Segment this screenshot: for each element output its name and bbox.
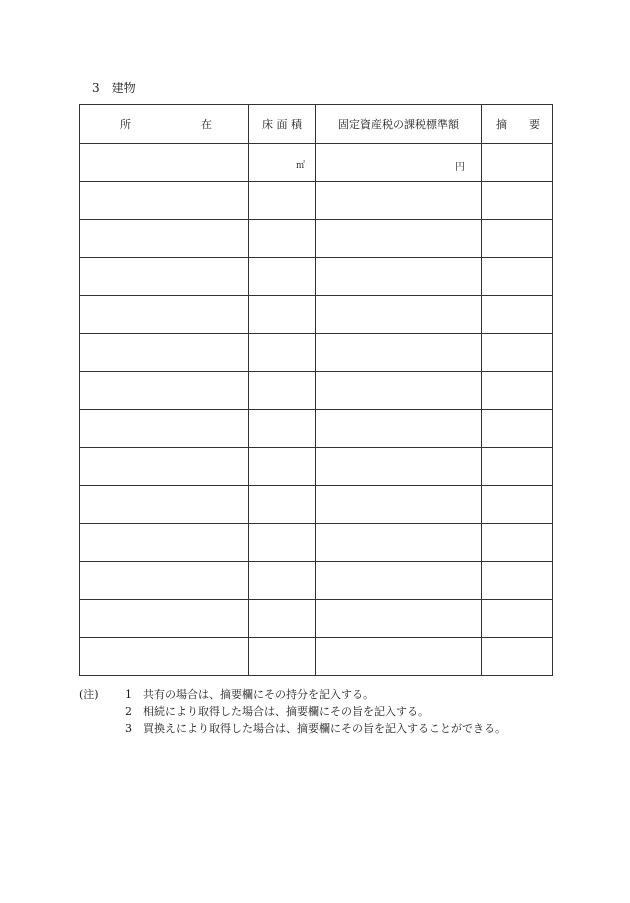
cell-location[interactable] bbox=[80, 410, 249, 448]
cell-floor-area[interactable] bbox=[249, 372, 316, 410]
cell-floor-area[interactable] bbox=[249, 410, 316, 448]
cell-location[interactable] bbox=[80, 562, 249, 600]
note-line-1 bbox=[79, 686, 506, 703]
cell-tax-base[interactable] bbox=[316, 372, 482, 410]
header-location bbox=[80, 105, 249, 144]
cell-floor-area[interactable] bbox=[249, 334, 316, 372]
cell-floor-area[interactable] bbox=[249, 524, 316, 562]
header-floor-area: 床 面 積 bbox=[249, 105, 316, 144]
table-row bbox=[80, 296, 553, 334]
cell-tax-base[interactable] bbox=[316, 410, 482, 448]
cell-floor-area[interactable] bbox=[249, 448, 316, 486]
table-row bbox=[80, 144, 553, 182]
cell-floor-area[interactable] bbox=[249, 562, 316, 600]
cell-remarks[interactable] bbox=[482, 600, 553, 638]
cell-tax-base[interactable] bbox=[316, 296, 482, 334]
unit-area: ㎡ bbox=[295, 161, 305, 171]
header-remarks bbox=[482, 105, 553, 144]
cell-location[interactable] bbox=[80, 144, 249, 182]
note-text: 共有の場合は、摘要欄にその持分を記入する。 bbox=[143, 688, 374, 701]
building-table bbox=[79, 104, 553, 676]
cell-tax-base[interactable] bbox=[316, 524, 482, 562]
cell-location[interactable] bbox=[80, 486, 249, 524]
cell-tax-base[interactable] bbox=[316, 600, 482, 638]
notes bbox=[79, 686, 506, 737]
cell-remarks[interactable] bbox=[482, 182, 553, 220]
table-row bbox=[80, 486, 553, 524]
cell-remarks[interactable] bbox=[482, 372, 553, 410]
notes-label: (注) bbox=[79, 688, 99, 701]
table-row bbox=[80, 334, 553, 372]
unit-yen: 円 bbox=[455, 162, 465, 173]
table-row bbox=[80, 638, 553, 676]
cell-floor-area[interactable] bbox=[249, 258, 316, 296]
note-line-2 bbox=[79, 703, 506, 720]
note-number: 3 bbox=[125, 722, 132, 735]
cell-remarks[interactable] bbox=[482, 448, 553, 486]
cell-remarks[interactable] bbox=[482, 486, 553, 524]
cell-tax-base[interactable] bbox=[316, 562, 482, 600]
cell-tax-base[interactable] bbox=[316, 638, 482, 676]
cell-remarks[interactable] bbox=[482, 258, 553, 296]
cell-tax-base[interactable] bbox=[316, 182, 482, 220]
header-remarks-a: 摘 bbox=[496, 118, 507, 131]
header-tax-base: 固定資産税の課税標準額 bbox=[316, 105, 482, 144]
note-text: 相続により取得した場合は、摘要欄にその旨を記入する。 bbox=[143, 705, 429, 718]
cell-remarks[interactable] bbox=[482, 638, 553, 676]
note-line-3 bbox=[79, 720, 506, 737]
table-row bbox=[80, 258, 553, 296]
table-row bbox=[80, 182, 553, 220]
cell-floor-area[interactable] bbox=[249, 486, 316, 524]
table-row bbox=[80, 410, 553, 448]
cell-location[interactable] bbox=[80, 296, 249, 334]
cell-remarks[interactable] bbox=[482, 562, 553, 600]
cell-location[interactable] bbox=[80, 220, 249, 258]
table-row bbox=[80, 372, 553, 410]
cell-tax-base[interactable] bbox=[316, 448, 482, 486]
cell-location[interactable] bbox=[80, 182, 249, 220]
cell-floor-area[interactable] bbox=[249, 638, 316, 676]
cell-location[interactable] bbox=[80, 372, 249, 410]
cell-remarks[interactable] bbox=[482, 296, 553, 334]
cell-remarks[interactable] bbox=[482, 524, 553, 562]
cell-floor-area[interactable] bbox=[249, 296, 316, 334]
cell-floor-area[interactable] bbox=[249, 182, 316, 220]
cell-location[interactable] bbox=[80, 524, 249, 562]
table-row bbox=[80, 220, 553, 258]
cell-location[interactable] bbox=[80, 448, 249, 486]
table-row bbox=[80, 448, 553, 486]
cell-tax-base[interactable] bbox=[316, 486, 482, 524]
cell-tax-base[interactable] bbox=[316, 144, 482, 182]
section-title: 3 建物 bbox=[92, 81, 136, 95]
cell-floor-area[interactable] bbox=[249, 144, 316, 182]
cell-tax-base[interactable] bbox=[316, 220, 482, 258]
note-text: 買換えにより取得した場合は、摘要欄にその旨を記入することができる。 bbox=[143, 722, 506, 735]
cell-location[interactable] bbox=[80, 600, 249, 638]
cell-floor-area[interactable] bbox=[249, 220, 316, 258]
cell-location[interactable] bbox=[80, 334, 249, 372]
table-row bbox=[80, 524, 553, 562]
header-location-a: 所 bbox=[120, 118, 131, 131]
header-remarks-b: 要 bbox=[529, 118, 540, 131]
note-number: 1 bbox=[125, 688, 132, 701]
cell-remarks[interactable] bbox=[482, 220, 553, 258]
cell-remarks[interactable] bbox=[482, 410, 553, 448]
cell-location[interactable] bbox=[80, 258, 249, 296]
header-location-b: 在 bbox=[201, 118, 212, 131]
header-row bbox=[80, 105, 553, 144]
cell-tax-base[interactable] bbox=[316, 258, 482, 296]
note-number: 2 bbox=[125, 705, 132, 718]
table-row bbox=[80, 600, 553, 638]
table-row bbox=[80, 562, 553, 600]
cell-floor-area[interactable] bbox=[249, 600, 316, 638]
cell-tax-base[interactable] bbox=[316, 334, 482, 372]
cell-location[interactable] bbox=[80, 638, 249, 676]
cell-remarks[interactable] bbox=[482, 334, 553, 372]
cell-remarks[interactable] bbox=[482, 144, 553, 182]
